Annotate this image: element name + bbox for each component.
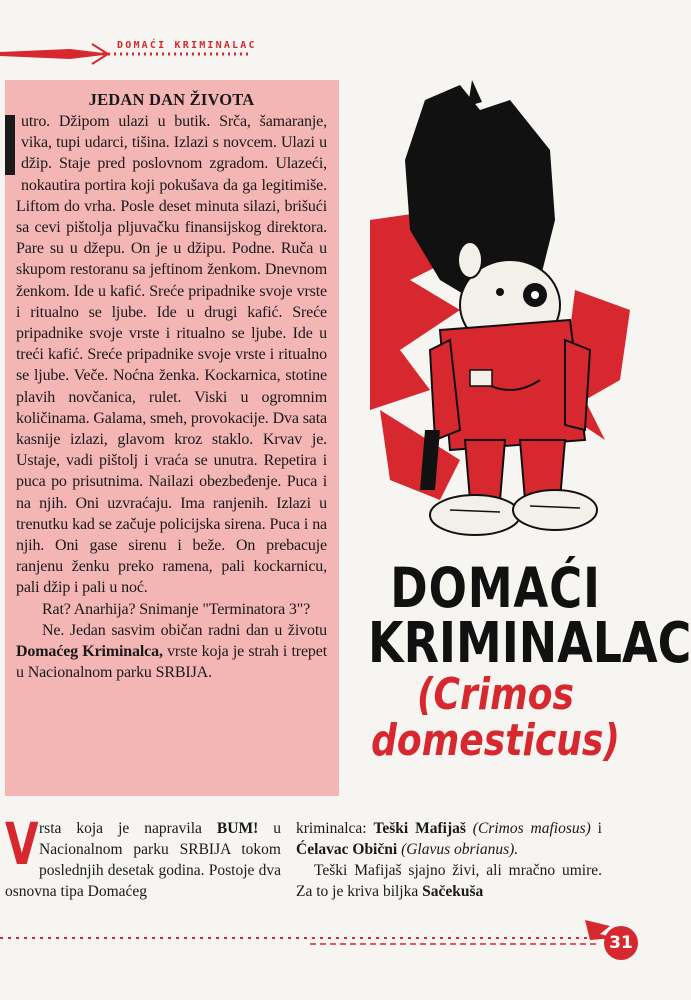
criminal-illustration: [370, 80, 630, 550]
page-number: 31: [604, 926, 638, 960]
running-title: DOMAĆI KRIMINALAC: [117, 40, 257, 51]
latin-name-line-2: domesticus): [371, 715, 620, 766]
dropcap-bar: [5, 115, 15, 175]
sidebar-story-text: [16, 111, 327, 683]
header-rule: [0, 30, 651, 70]
footer-rule: [0, 920, 651, 960]
body-paragraph: kriminalca: Teški Mafijaš (Crimos mafiosus) i Ćelavac Obični (Glavus obrianus).: [296, 820, 602, 858]
body-columns: [5, 810, 630, 910]
story-paragraph-last: Ne. Jedan sasvim običan radni dan u životu Domaćeg Kriminalca, vrste koja je strah i trepet u Nacionalnom parku SRBIJA.: [16, 621, 327, 682]
body-paragraph: Vrsta koja je napravila BUM! u Nacionalnom parku SRBIJA tokom poslednjih desetak godina. Postoje dva osnovna tipa Domaćeg: [5, 810, 281, 900]
body-column-left: [5, 810, 281, 902]
body-paragraph: Teški Mafijaš sjajno živi, ali mračno umire. Za to je kriva biljka Sačekuša: [296, 862, 602, 900]
title-line-2: KRIMINALAC: [367, 611, 691, 676]
story-paragraph: utro. Džipom ulazi u butik. Srča, šamaranje, vika, tupi udarci, tišina. Izlazi s novcem. Ulazi u džip. Staje pred poslovnom zgradom. Ulazeći, nokautira portira koji pokušava da ga legitimiše. Liftom do vrha. Posle deset minuta silazi, brišući sa cevi pištolja pljuvačku finansijskog direktora. Pare su u džepu. On je u džipu. Podne. Ruča u skupom restoranu sa jeftinom ženkom. Dnevnom ženkom. Ide u kafić. Sreće pripadnike svoje vrste i ritualno se ljube. Ide u drugi kafić. Sreće pripadnike svoje vrste i ritualno se ljube. Ide u treći kafić. Sreće pripadnike svoje vrste i ritualno se ljube. Veče. Noćna ženka. Kockarnica, stotine plavih novčanica, rulet. Viski u ogromnim količinama. Galama, smeh, provokacije. Dva sata kasnije izlazi, glavom kroz staklo. Krvav je. Ustaje, vadi pištolj i vraća se unutra. Repetira i puca po prisutnima. Nailazi obezbeđenje. Puca i na njih. Oni uzvraćaju. Ima ranjenih. Izlazi u trenutku kad se začuje policijska sirena. Puca i na njih. Oni gase sirenu i beže. On prebacuje ranjenu ženku preko ramena, pali kockarnicu, pali džip i pali u noć.: [16, 111, 327, 599]
latin-name-line-1: (Crimos: [416, 669, 574, 720]
body-column-right: [296, 818, 602, 902]
dropcap-letter: V: [5, 810, 39, 878]
story-paragraph: Rat? Anarhija? Snimanje "Terminatora 3"?: [42, 600, 311, 618]
title-line-1: DOMAĆI: [390, 556, 601, 620]
sidebar-heading: JEDAN DAN ŽIVOTA: [88, 90, 255, 109]
sidebar-story-box: [5, 80, 339, 796]
article-title-block: [367, 556, 691, 766]
running-header: [0, 30, 651, 70]
